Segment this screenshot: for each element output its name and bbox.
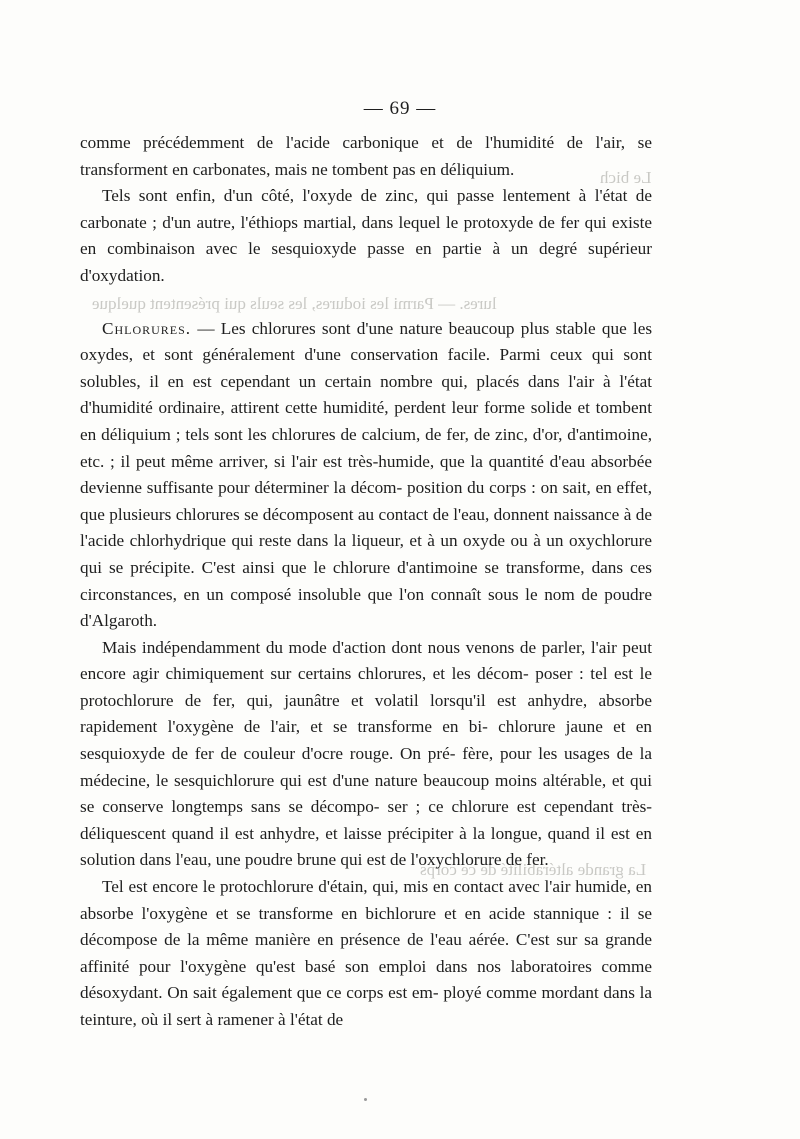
paragraph-5 — [80, 874, 652, 1034]
text-line: que la quantité d'eau absorbée devienne suffisante pour déterminer la décom- — [80, 451, 653, 498]
text-line: brune qui est de l'oxychlorure de fer. — [296, 850, 549, 870]
text-line: ainsi que le chlorure d'antimoine se transforme, dans ces circonstances, en — [80, 557, 652, 604]
text-line: — Les chlorures sont d'une nature beaucoup plus stable que — [197, 318, 627, 338]
text-line: stannique : il se décompose de la même manière en présence de l'eau aérée. — [80, 903, 653, 950]
text-line: comme précédemment de l'acide carbonique et de l'humidité de l'air, se — [80, 133, 652, 152]
text-line: transforment en carbonates, mais ne tombent pas en déliquium. — [80, 159, 515, 179]
text-line: un composé insoluble que l'on connaît sous le nom de poudre d'Algaroth. — [80, 584, 652, 631]
text-line: l'air peut encore agir chimiquement sur certains chlorures, et les décom- — [80, 637, 653, 684]
show-through-text: La grande altérabilité de ce corps — [420, 860, 647, 879]
text-line: dans la liqueur, et à un oxyde ou à un oxychlorure qui se précipite. C'est — [80, 531, 652, 577]
paragraph-chlorures — [80, 316, 652, 635]
page-number: — 69 — — [363, 98, 437, 119]
text-line: ser ; ce chlorure est cependant très-déliquescent quand il est anhydre, et — [80, 797, 652, 843]
text-line: solide et tombent en déliquium ; tels sont les chlorures de calcium, de fer, — [80, 398, 652, 444]
text-line: laboratoires comme désoxydant. On sait également que ce corps est em- — [80, 956, 653, 1003]
text-line: position du corps : on sait, en effet, que plusieurs chlorures se décomposent — [80, 478, 653, 524]
text-line: sont solubles, il en est cependant un certain nombre qui, placés dans l'air à — [80, 345, 653, 391]
body-text — [80, 130, 652, 1034]
text-line: fère, pour les usages de la médecine, le sesquichlorure qui est d'une nature — [80, 744, 652, 790]
text-line: beaucoup moins altérable, et qui se conserve longtemps sans se décompo- — [80, 770, 652, 817]
text-line: au contact de l'eau, donnent naissance à de l'acide chlorhydrique qui reste — [80, 504, 652, 551]
text-line: degré supérieur d'oxydation. — [80, 239, 653, 285]
ink-speck — [364, 1098, 367, 1101]
text-line: de carbonate ; d'un autre, l'éthiops martial, dans lequel le protoxyde de — [80, 186, 652, 232]
text-line: les oxydes, et sont généralement d'une conservation facile. Parmi ceux qui — [80, 318, 653, 365]
section-heading: Chlorures. — [102, 318, 192, 338]
show-through-text: lures. — Parmi les iodures, les seuls qui présentent quelque — [92, 294, 497, 313]
paragraph-1 — [80, 130, 652, 183]
text-line: chlorure jaune et en sesquioxyde de fer de couleur d'ocre rouge. On pré- — [80, 717, 652, 764]
text-line: l'état d'humidité ordinaire, attirent cette humidité, perdent leur forme — [80, 371, 653, 418]
text-line: anhydre, absorbe rapidement l'oxygène de l'air, et se transforme en bi- — [80, 690, 652, 737]
text-line: de zinc, d'or, d'antimoine, etc. ; il peut même arriver, si l'air est très-humide, — [80, 424, 653, 471]
paragraph-2 — [80, 183, 652, 289]
text-line: poser : tel est le protochlorure de fer, qui, jaunâtre et volatil lorsqu'il est — [80, 664, 653, 710]
show-through-text: Le bich — [600, 168, 652, 187]
text-line: Tels sont enfin, d'un côté, l'oxyde de zinc, qui passe lentement à l'état — [102, 186, 628, 206]
text-line: Tel est encore le protochlorure d'étain, qui, mis en contact avec l'air — [102, 877, 571, 897]
text-line: ployé comme mordant dans la teinture, où il sert à ramener à l'état de — [80, 983, 652, 1029]
text-line: laisse précipiter à la longue, quand il est en solution dans l'eau, une poudre — [80, 823, 652, 870]
paragraph-4 — [80, 635, 652, 874]
text-line: Mais indépendamment du mode d'action dont nous venons de parler, — [102, 637, 586, 657]
text-line: fer qui existe en combinaison avec le sesquioxyde passe en partie à un — [80, 212, 653, 259]
text-line: humide, en absorbe l'oxygène et se transforme en bichlorure et en acide — [80, 877, 653, 923]
text-line: C'est sur sa grande affinité pour l'oxygène qu'est basé son emploi dans nos — [80, 930, 652, 976]
